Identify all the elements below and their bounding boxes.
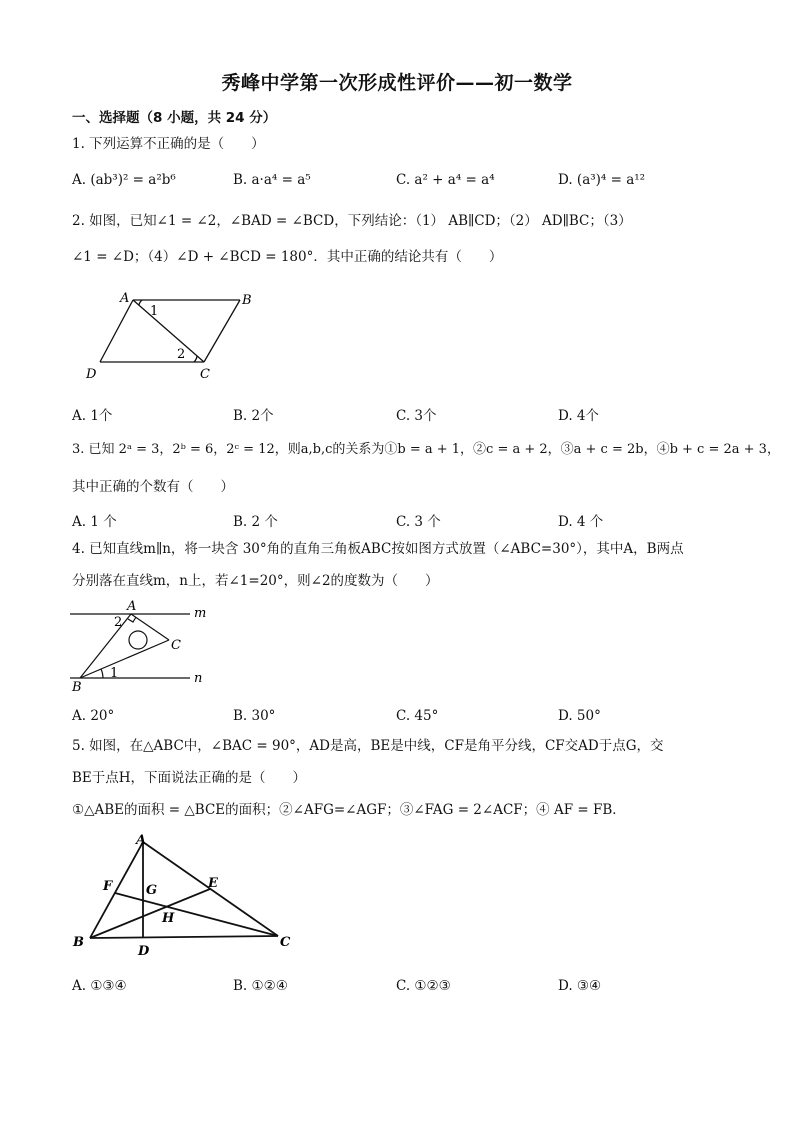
q2-option-b: B. 2个 (233, 408, 274, 424)
q2-label-d: D (86, 367, 97, 382)
q1-option-b: B. a·a⁴ = a⁵ (233, 172, 311, 188)
q3-stem-line2: 其中正确的个数有（ ） (72, 479, 234, 495)
q5-label-c: C (280, 935, 291, 950)
q5-triangle-figure (70, 832, 310, 960)
q2-option-c: C. 3个 (396, 408, 437, 424)
q5-label-a: A (136, 833, 147, 848)
q2-label-c: C (200, 367, 210, 382)
q5-label-f: F (103, 879, 113, 894)
page-title: 秀峰中学第一次形成性评价——初一数学 (221, 72, 573, 94)
q2-parallelogram-figure (80, 288, 270, 383)
q3-option-d: D. 4 个 (558, 514, 604, 530)
q4-angle-2-label: 2 (114, 615, 123, 630)
q4-label-a: A (127, 599, 137, 614)
q1-option-d: D. (a³)⁴ = a¹² (558, 172, 646, 188)
q2-stem-line1: 2. 如图，已知∠1 = ∠2，∠BAD = ∠BCD，下列结论：（1） AB∥CD；（2） AD∥BC；（3） (72, 213, 632, 229)
q5-option-d: D. ③④ (558, 978, 602, 994)
q5-label-h: H (162, 911, 175, 926)
q5-stem-line3: ①△ABE的面积 = △BCE的面积；②∠AFG=∠AGF；③∠FAG = 2∠ACF；④ AF = FB． (72, 802, 626, 818)
q4-label-m: m (194, 606, 207, 621)
q5-label-b: B (73, 935, 84, 950)
q3-option-b: B. 2 个 (233, 514, 278, 530)
q2-label-a: A (120, 291, 130, 306)
q2-stem-line2: ∠1 = ∠D；（4）∠D + ∠BCD = 180°．其中正确的结论共有（ ） (72, 249, 503, 265)
q4-option-c: C. 45° (396, 708, 439, 724)
q2-option-d: D. 4个 (558, 408, 600, 424)
q5-option-b: B. ①②④ (233, 978, 288, 994)
q2-option-a: A. 1个 (72, 408, 113, 424)
q3-option-c: C. 3 个 (396, 514, 441, 530)
q2-angle-1-label: 1 (150, 304, 159, 319)
q4-label-c: C (171, 638, 181, 653)
q5-label-e: E (208, 876, 218, 891)
q4-option-d: D. 50° (558, 708, 601, 724)
q5-stem-line1: 5. 如图，在△ABC中，∠BAC = 90°，AD是高，BE是中线，CF是角平分线，CF交AD于点G，交 (72, 738, 664, 754)
q3-stem-line1: 3. 已知 2ᵃ = 3，2ᵇ = 6，2ᶜ = 12，则a,b,c的关系为①b = a + 1，②c = a + 2，③a + c = 2b，④b + c = 2a + 3， (72, 442, 780, 457)
q4-triangle-figure (66, 597, 216, 695)
q2-label-b: B (242, 293, 252, 308)
q5-option-a: A. ①③④ (72, 978, 127, 994)
q4-label-b: B (72, 680, 82, 695)
q4-stem-line1: 4. 已知直线m∥n，将一块含 30°角的直角三角板ABC按如图方式放置（∠ABC=30°），其中A，B两点 (72, 541, 684, 557)
q1-option-a: A. (ab³)² = a²b⁶ (72, 172, 176, 188)
q3-option-a: A. 1 个 (72, 514, 117, 530)
q1-option-c: C. a² + a⁴ = a⁴ (396, 172, 495, 188)
q5-label-g: G (146, 883, 158, 898)
q1-stem: 1. 下列运算不正确的是（ ） (72, 136, 265, 152)
q4-option-b: B. 30° (233, 708, 276, 724)
q5-option-c: C. ①②③ (396, 978, 451, 994)
q4-option-a: A. 20° (72, 708, 115, 724)
q4-stem-line2: 分别落在直线m，n上，若∠1=20°，则∠2的度数为（ ） (72, 573, 439, 589)
q5-stem-line2: BE于点H，下面说法正确的是（ ） (72, 770, 307, 786)
q2-angle-2-label: 2 (177, 347, 186, 362)
q5-label-d: D (138, 944, 150, 959)
section-heading: 一、选择题（8 小题，共 24 分） (72, 110, 277, 126)
q4-label-n: n (194, 671, 203, 686)
q4-angle-1-label: 1 (110, 666, 119, 681)
